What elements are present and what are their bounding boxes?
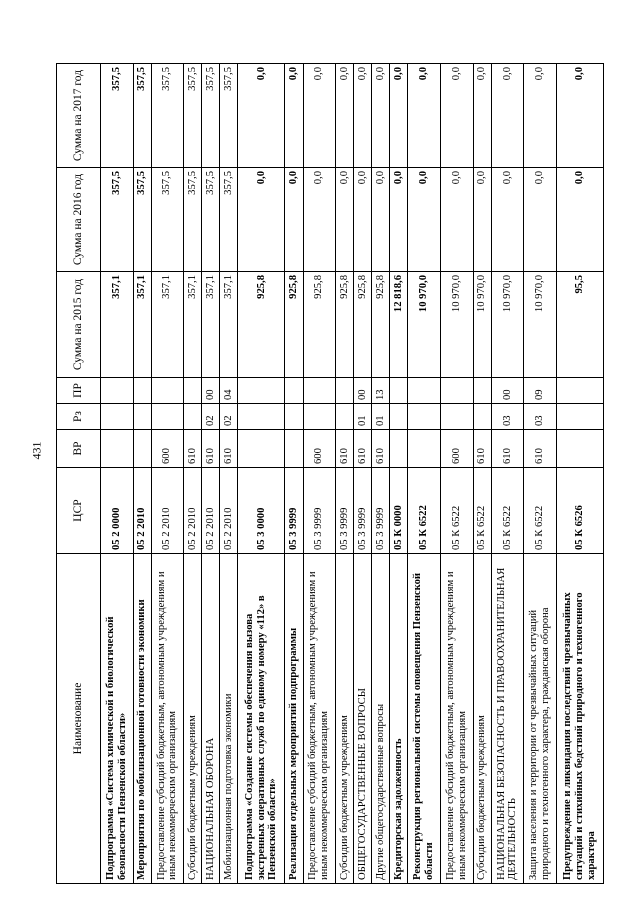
cell-2015: 925,8	[372, 272, 390, 378]
cell-rz	[390, 404, 408, 430]
cell-2017: 357,5	[220, 64, 238, 168]
table-row	[441, 64, 474, 884]
cell-2017: 0,0	[408, 64, 441, 168]
cell-name: Субсидии бюджетным учреждениям	[473, 554, 491, 884]
header-2015: Сумма на 2015 год	[57, 272, 101, 378]
cell-vr: 610	[524, 430, 557, 468]
cell-vr: 610	[372, 430, 390, 468]
cell-pr: 00	[354, 378, 372, 404]
cell-name: Предоставление субсидий бюджетным, автономным учреждениям и иным некоммерческим организациям	[151, 554, 184, 884]
cell-csr: 05 К 6522	[441, 468, 474, 554]
cell-2017: 357,5	[101, 64, 134, 168]
cell-name: Субсидии бюджетным учреждениям	[336, 554, 354, 884]
cell-2015: 357,1	[220, 272, 238, 378]
cell-csr: 05 3 9999	[303, 468, 336, 554]
cell-vr: 610	[354, 430, 372, 468]
cell-rz	[101, 404, 134, 430]
cell-2015: 12 818,6	[390, 272, 408, 378]
cell-vr	[556, 430, 603, 468]
cell-2015: 925,8	[285, 272, 303, 378]
header-vr: ВР	[57, 430, 101, 468]
cell-2016: 0,0	[441, 168, 474, 272]
cell-rz: 01	[354, 404, 372, 430]
cell-2015: 357,1	[202, 272, 220, 378]
cell-name: Предоставление субсидий бюджетным, автономным учреждениям и иным некоммерческим организациям	[303, 554, 336, 884]
cell-name: Мобилизационная подготовка экономики	[220, 554, 238, 884]
table-row	[473, 64, 491, 884]
cell-vr	[238, 430, 285, 468]
cell-rz: 02	[220, 404, 238, 430]
cell-rz	[336, 404, 354, 430]
cell-pr	[133, 378, 151, 404]
cell-pr: 00	[491, 378, 524, 404]
cell-rz	[556, 404, 603, 430]
cell-2016: 357,5	[220, 168, 238, 272]
cell-2016: 0,0	[524, 168, 557, 272]
cell-vr	[408, 430, 441, 468]
cell-csr: 05 К 6522	[408, 468, 441, 554]
cell-pr	[184, 378, 202, 404]
table-row	[303, 64, 336, 884]
cell-name: Подпрограмма «Система химической и биологической безопасности Пензенской области»	[101, 554, 134, 884]
cell-2017: 0,0	[390, 64, 408, 168]
header-name: Наименование	[57, 554, 101, 884]
cell-name: Кредиторская задолженность	[390, 554, 408, 884]
cell-pr	[408, 378, 441, 404]
cell-csr: 05 2 2010	[220, 468, 238, 554]
cell-vr: 600	[151, 430, 184, 468]
cell-csr: 05 3 9999	[336, 468, 354, 554]
cell-csr: 05 3 9999	[285, 468, 303, 554]
table-row	[151, 64, 184, 884]
cell-2015: 925,8	[238, 272, 285, 378]
cell-pr: 13	[372, 378, 390, 404]
cell-2016: 0,0	[354, 168, 372, 272]
cell-2017: 357,5	[151, 64, 184, 168]
table-row	[238, 64, 285, 884]
cell-rz: 02	[202, 404, 220, 430]
table-row	[390, 64, 408, 884]
cell-csr: 05 К 6522	[491, 468, 524, 554]
header-csr: ЦСР	[57, 468, 101, 554]
cell-2016: 0,0	[473, 168, 491, 272]
cell-2017: 357,5	[202, 64, 220, 168]
budget-table	[56, 63, 604, 884]
cell-pr	[473, 378, 491, 404]
table-row	[220, 64, 238, 884]
cell-csr: 05 К 6522	[473, 468, 491, 554]
cell-2016: 0,0	[556, 168, 603, 272]
cell-csr: 05 2 2010	[202, 468, 220, 554]
cell-2017: 0,0	[285, 64, 303, 168]
cell-2015: 925,8	[336, 272, 354, 378]
cell-pr	[101, 378, 134, 404]
cell-2015: 357,1	[151, 272, 184, 378]
cell-vr: 610	[336, 430, 354, 468]
cell-2017: 0,0	[354, 64, 372, 168]
cell-csr: 05 К 6522	[524, 468, 557, 554]
cell-csr: 05 К 6526	[556, 468, 603, 554]
cell-rz	[408, 404, 441, 430]
cell-rz	[441, 404, 474, 430]
cell-csr: 05 3 9999	[354, 468, 372, 554]
cell-pr	[556, 378, 603, 404]
cell-vr	[390, 430, 408, 468]
cell-2016: 357,5	[184, 168, 202, 272]
cell-2017: 0,0	[524, 64, 557, 168]
cell-2015: 95,5	[556, 272, 603, 378]
cell-vr: 610	[491, 430, 524, 468]
cell-2016: 357,5	[101, 168, 134, 272]
table-row	[491, 64, 524, 884]
cell-pr	[238, 378, 285, 404]
cell-2015: 357,1	[133, 272, 151, 378]
table-row	[524, 64, 557, 884]
cell-2017: 0,0	[372, 64, 390, 168]
cell-name: Реализация отдельных мероприятий подпрограммы	[285, 554, 303, 884]
cell-2017: 357,5	[184, 64, 202, 168]
cell-2015: 925,8	[354, 272, 372, 378]
cell-pr: 09	[524, 378, 557, 404]
cell-2015: 925,8	[303, 272, 336, 378]
budget-table-container	[56, 64, 604, 884]
table-row	[556, 64, 603, 884]
cell-name: Мероприятия по мобилизационной готовности экономики	[133, 554, 151, 884]
cell-vr	[101, 430, 134, 468]
cell-vr	[133, 430, 151, 468]
cell-rz	[473, 404, 491, 430]
cell-vr: 610	[220, 430, 238, 468]
cell-2015: 357,1	[184, 272, 202, 378]
cell-2016: 0,0	[303, 168, 336, 272]
cell-pr	[151, 378, 184, 404]
cell-rz	[285, 404, 303, 430]
cell-rz	[133, 404, 151, 430]
cell-name: Защита населения и территории от чрезвычайных ситуаций природного и техногенного характера, гражданская оборона	[524, 554, 557, 884]
cell-2015: 10 970,0	[408, 272, 441, 378]
cell-vr: 600	[441, 430, 474, 468]
cell-2015: 10 970,0	[491, 272, 524, 378]
table-row	[285, 64, 303, 884]
cell-2016: 0,0	[390, 168, 408, 272]
cell-rz: 03	[524, 404, 557, 430]
cell-vr: 600	[303, 430, 336, 468]
cell-vr: 610	[473, 430, 491, 468]
cell-2016: 0,0	[408, 168, 441, 272]
cell-2016: 0,0	[491, 168, 524, 272]
cell-2015: 10 970,0	[473, 272, 491, 378]
cell-2016: 0,0	[285, 168, 303, 272]
cell-vr: 610	[184, 430, 202, 468]
cell-pr	[285, 378, 303, 404]
cell-pr	[303, 378, 336, 404]
table-row	[372, 64, 390, 884]
page-number: 431	[29, 441, 44, 460]
cell-rz	[303, 404, 336, 430]
cell-csr: 05 3 9999	[372, 468, 390, 554]
table-row	[336, 64, 354, 884]
cell-name: ОБЩЕГОСУДАРСТВЕННЫЕ ВОПРОСЫ	[354, 554, 372, 884]
cell-vr: 610	[202, 430, 220, 468]
cell-pr: 04	[220, 378, 238, 404]
cell-name: НАЦИОНАЛЬНАЯ БЕЗОПАСНОСТЬ И ПРАВООХРАНИТЕЛЬНАЯ ДЕЯТЕЛЬНОСТЬ	[491, 554, 524, 884]
cell-2016: 0,0	[238, 168, 285, 272]
cell-2015: 357,1	[101, 272, 134, 378]
table-row	[184, 64, 202, 884]
cell-2017: 0,0	[441, 64, 474, 168]
cell-rz	[238, 404, 285, 430]
cell-name: Другие общегосударственные вопросы	[372, 554, 390, 884]
cell-pr	[390, 378, 408, 404]
cell-2017: 0,0	[473, 64, 491, 168]
cell-2016: 0,0	[336, 168, 354, 272]
cell-2016: 357,5	[151, 168, 184, 272]
cell-2015: 10 970,0	[524, 272, 557, 378]
cell-name: Реконструкция региональной системы оповещения Пензенской области	[408, 554, 441, 884]
cell-pr	[336, 378, 354, 404]
table-body	[101, 64, 604, 884]
cell-name: Подпрограмма «Создание системы обеспечения вызова экстренных оперативных служб по единому номеру «112» в Пензенской области»	[238, 554, 285, 884]
cell-2017: 0,0	[336, 64, 354, 168]
cell-rz	[151, 404, 184, 430]
table-header-row	[57, 64, 101, 884]
header-pr: ПР	[57, 378, 101, 404]
cell-csr: 05 2 2010	[184, 468, 202, 554]
cell-csr: 05 К 0000	[390, 468, 408, 554]
cell-2015: 10 970,0	[441, 272, 474, 378]
cell-2017: 0,0	[556, 64, 603, 168]
table-row	[354, 64, 372, 884]
header-2017: Сумма на 2017 год	[57, 64, 101, 168]
table-row	[408, 64, 441, 884]
header-rz: Рз	[57, 404, 101, 430]
cell-name: Предупреждение и ликвидация последствий чрезвычайных ситуаций и стихийных бедствий природного и техногенного характера	[556, 554, 603, 884]
cell-2017: 0,0	[238, 64, 285, 168]
cell-csr: 05 3 0000	[238, 468, 285, 554]
cell-csr: 05 2 2010	[133, 468, 151, 554]
cell-name: Предоставление субсидий бюджетным, автономным учреждениям и иным некоммерческим организациям	[441, 554, 474, 884]
table-row	[101, 64, 134, 884]
cell-pr: 00	[202, 378, 220, 404]
cell-2017: 0,0	[303, 64, 336, 168]
cell-name: НАЦИОНАЛЬНАЯ ОБОРОНА	[202, 554, 220, 884]
cell-2017: 0,0	[491, 64, 524, 168]
cell-csr: 05 2 2010	[151, 468, 184, 554]
cell-2017: 357,5	[133, 64, 151, 168]
cell-2016: 0,0	[372, 168, 390, 272]
cell-vr	[285, 430, 303, 468]
cell-2016: 357,5	[202, 168, 220, 272]
cell-csr: 05 2 0000	[101, 468, 134, 554]
cell-rz: 03	[491, 404, 524, 430]
cell-2016: 357,5	[133, 168, 151, 272]
header-2016: Сумма на 2016 год	[57, 168, 101, 272]
table-row	[133, 64, 151, 884]
cell-rz: 01	[372, 404, 390, 430]
table-row	[202, 64, 220, 884]
cell-name: Субсидии бюджетным учреждениям	[184, 554, 202, 884]
cell-rz	[184, 404, 202, 430]
cell-pr	[441, 378, 474, 404]
